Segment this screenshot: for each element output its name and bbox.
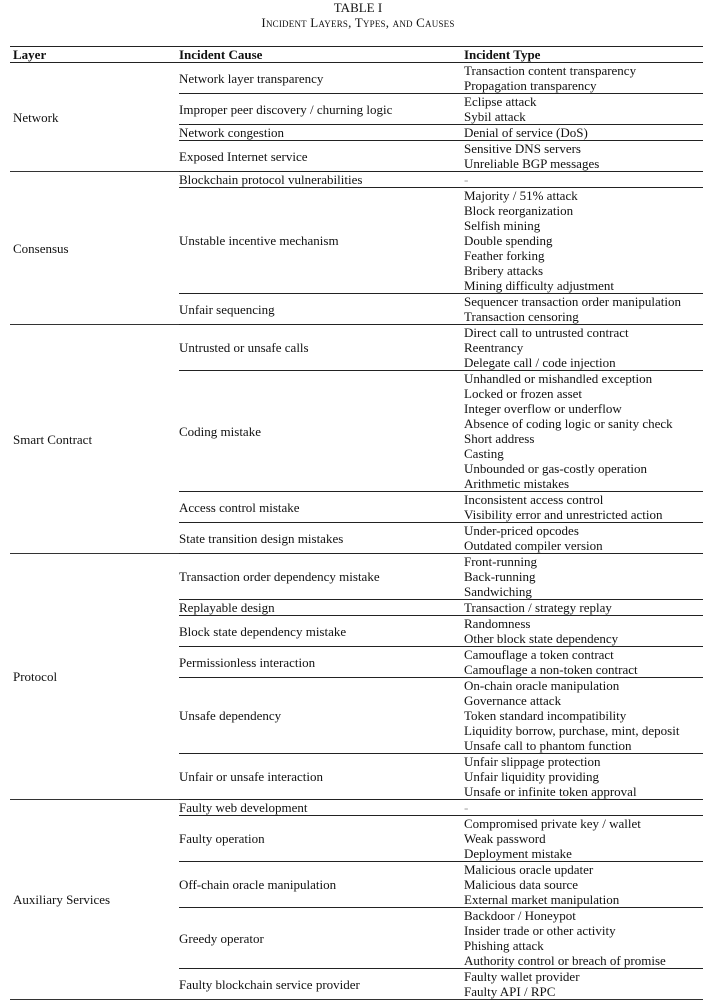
incident-type: - bbox=[464, 800, 469, 815]
layer-cell: Smart Contract bbox=[10, 325, 179, 554]
type-cell bbox=[464, 647, 703, 678]
cause-cell: Untrusted or unsafe calls bbox=[179, 325, 464, 371]
incident-type: Sandwiching bbox=[464, 584, 532, 599]
incident-type: Block reorganization bbox=[464, 203, 574, 218]
table-number: TABLE I bbox=[333, 0, 383, 15]
incident-type: Reentrancy bbox=[464, 340, 524, 355]
cause-cell: Faulty web development bbox=[179, 800, 464, 816]
incident-type: Backdoor / Honeypot bbox=[464, 908, 576, 923]
incident-type: Malicious data source bbox=[464, 877, 579, 892]
cause-cell: Access control mistake bbox=[179, 492, 464, 523]
incident-type: Back-running bbox=[464, 569, 536, 584]
cause-cell: Coding mistake bbox=[179, 371, 464, 492]
cause-cell: Permissionless interaction bbox=[179, 647, 464, 678]
type-cell bbox=[464, 616, 703, 647]
incident-type: Selfish mining bbox=[464, 218, 541, 233]
incident-type: Weak password bbox=[464, 831, 546, 846]
type-cell bbox=[464, 63, 703, 94]
layer-cell: Auxiliary Services bbox=[10, 800, 179, 1000]
header-row bbox=[10, 47, 703, 63]
incident-type: Unbounded or gas-costly operation bbox=[464, 461, 648, 476]
cause-cell: Network layer transparency bbox=[179, 70, 324, 86]
type-cell bbox=[464, 862, 703, 908]
table-row bbox=[10, 800, 703, 816]
layer-cell: Consensus bbox=[10, 172, 179, 325]
type-cell bbox=[464, 172, 703, 188]
header-cause: Incident Cause bbox=[179, 47, 464, 63]
cause-cell: Faulty blockchain service provider bbox=[179, 969, 464, 1000]
cause-cell: Transaction order dependency mistake bbox=[179, 554, 464, 600]
incident-type: Visibility error and unrestricted action bbox=[464, 507, 663, 522]
type-cell bbox=[464, 188, 703, 294]
type-cell bbox=[464, 94, 703, 125]
incident-type: Sequencer transaction order manipulation bbox=[464, 294, 681, 309]
incident-type: Transaction / strategy replay bbox=[464, 600, 612, 615]
cause-cell: Greedy operator bbox=[179, 908, 464, 969]
layer-cell: Network bbox=[10, 63, 179, 172]
incident-type: Integer overflow or underflow bbox=[464, 401, 622, 416]
table-title: Incident Layers, Types, and Causes bbox=[261, 15, 455, 30]
incident-type: Unhandled or mishandled exception bbox=[464, 371, 653, 386]
type-cell bbox=[464, 754, 703, 800]
type-cell bbox=[464, 600, 703, 616]
incident-type: Compromised private key / wallet bbox=[464, 816, 641, 831]
incident-type: Majority / 51% attack bbox=[464, 188, 578, 203]
incident-type: Absence of coding logic or sanity check bbox=[464, 416, 673, 431]
incident-type: Bribery attacks bbox=[464, 263, 544, 278]
incident-type: Liquidity borrow, purchase, mint, deposit bbox=[464, 723, 680, 738]
incident-type: Under-priced opcodes bbox=[464, 523, 579, 538]
incident-type: Delegate call / code injection bbox=[464, 355, 616, 370]
incident-type: Unreliable BGP messages bbox=[464, 156, 600, 171]
incident-type: Transaction content transparency bbox=[464, 63, 637, 78]
cause-cell: Unstable incentive mechanism bbox=[179, 188, 464, 294]
type-cell bbox=[464, 800, 703, 816]
table-body bbox=[10, 63, 703, 1000]
incident-type: Front-running bbox=[464, 554, 537, 569]
header-layer: Layer bbox=[10, 47, 179, 63]
cause-cell: Replayable design bbox=[179, 600, 464, 616]
incident-type: Camouflage a non-token contract bbox=[464, 662, 638, 677]
cause-cell: Improper peer discovery / churning logic bbox=[179, 94, 464, 125]
incident-type: Faulty wallet provider bbox=[464, 969, 580, 984]
incident-type: Deployment mistake bbox=[464, 846, 572, 861]
incident-type: Double spending bbox=[464, 233, 553, 248]
type-cell bbox=[464, 816, 703, 862]
type-cell bbox=[464, 492, 703, 523]
type-cell bbox=[464, 554, 703, 600]
cause-cell: Unsafe dependency bbox=[179, 678, 464, 754]
incident-type: Inconsistent access control bbox=[464, 492, 604, 507]
cause-cell: Block state dependency mistake bbox=[179, 616, 464, 647]
incident-type: Short address bbox=[464, 431, 535, 446]
table-row bbox=[10, 63, 703, 94]
incident-table bbox=[10, 46, 703, 1000]
incident-type: Casting bbox=[464, 446, 504, 461]
header-type: Incident Type bbox=[464, 47, 703, 63]
cause-cell: Exposed Internet service bbox=[179, 141, 464, 172]
cause-cell: Network congestion bbox=[179, 125, 464, 141]
cause-cell: Unfair or unsafe interaction bbox=[179, 754, 464, 800]
incident-type: Denial of service (DoS) bbox=[464, 125, 588, 140]
incident-type: Mining difficulty adjustment bbox=[464, 278, 614, 293]
incident-type: Phishing attack bbox=[464, 938, 544, 953]
incident-type: Eclipse attack bbox=[464, 94, 537, 109]
type-cell bbox=[464, 908, 703, 969]
type-cell bbox=[464, 969, 703, 1000]
incident-type: Propagation transparency bbox=[464, 78, 597, 93]
incident-type: Randomness bbox=[464, 616, 531, 631]
table-row bbox=[10, 172, 703, 188]
cause-cell: State transition design mistakes bbox=[179, 523, 464, 554]
incident-type: Arithmetic mistakes bbox=[464, 476, 570, 491]
incident-type: Token standard incompatibility bbox=[464, 708, 627, 723]
incident-type: On-chain oracle manipulation bbox=[464, 678, 620, 693]
incident-type: Faulty API / RPC bbox=[464, 984, 556, 999]
incident-type: - bbox=[464, 172, 469, 187]
type-cell bbox=[464, 325, 703, 371]
incident-type: Insider trade or other activity bbox=[464, 923, 616, 938]
incident-type: Sensitive DNS servers bbox=[464, 141, 581, 156]
type-cell bbox=[464, 141, 703, 172]
incident-type: Unfair slippage protection bbox=[464, 754, 601, 769]
incident-type: Transaction censoring bbox=[464, 309, 579, 324]
cause-cell: Unfair sequencing bbox=[179, 294, 464, 325]
type-cell bbox=[464, 371, 703, 492]
incident-type: Authority control or breach of promise bbox=[464, 953, 666, 968]
incident-type: Locked or frozen asset bbox=[464, 386, 583, 401]
cause-cell: Off-chain oracle manipulation bbox=[179, 862, 464, 908]
incident-type: Outdated compiler version bbox=[464, 538, 603, 553]
type-cell bbox=[464, 678, 703, 754]
type-cell bbox=[464, 294, 703, 325]
incident-type: Unfair liquidity providing bbox=[464, 769, 600, 784]
incident-type: Sybil attack bbox=[464, 109, 526, 124]
incident-type: Direct call to untrusted contract bbox=[464, 325, 629, 340]
layer-cell: Protocol bbox=[10, 554, 179, 800]
incident-type: Malicious oracle updater bbox=[464, 862, 594, 877]
type-cell bbox=[464, 523, 703, 554]
incident-type: Unsafe call to phantom function bbox=[464, 738, 632, 753]
incident-type: Governance attack bbox=[464, 693, 562, 708]
table-row bbox=[10, 554, 703, 600]
type-cell bbox=[464, 125, 703, 141]
incident-type: Feather forking bbox=[464, 248, 545, 263]
table-row bbox=[10, 325, 703, 371]
incident-type: Camouflage a token contract bbox=[464, 647, 614, 662]
incident-type: Unsafe or infinite token approval bbox=[464, 784, 637, 799]
cause-cell: Blockchain protocol vulnerabilities bbox=[179, 172, 464, 188]
incident-type: External market manipulation bbox=[464, 892, 620, 907]
cause-cell: Faulty operation bbox=[179, 816, 464, 862]
incident-type: Other block state dependency bbox=[464, 631, 619, 646]
